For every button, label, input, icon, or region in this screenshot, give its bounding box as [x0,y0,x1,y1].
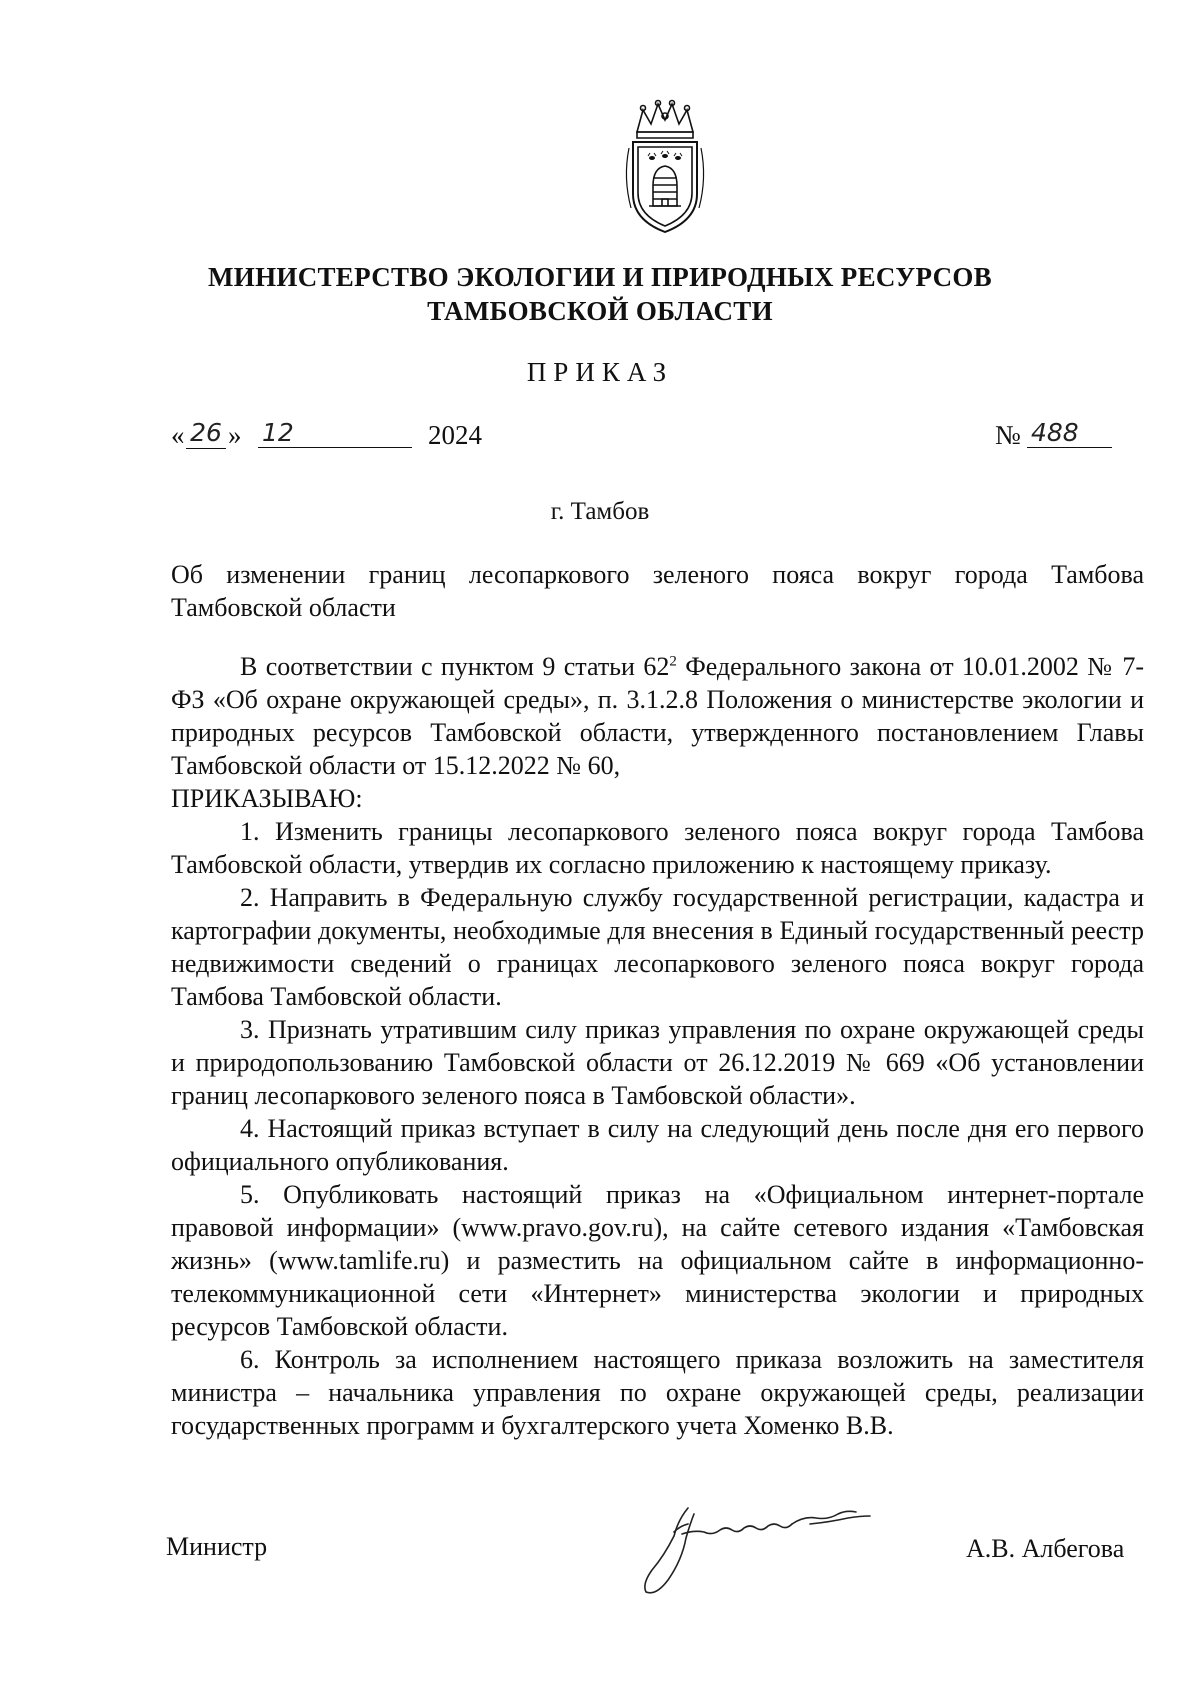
order-number-handwritten: 488 [1027,420,1112,448]
date-month-handwritten: 12 [258,420,412,448]
order-item-4: 4. Настоящий приказ вступает в силу на следующий день после дня его первого официального опубликования. [171,1114,1144,1176]
ministry-name-line1: МИНИСТЕРСТВО ЭКОЛОГИИ И ПРИРОДНЫХ РЕСУРСОВ [208,262,992,292]
date-quote-close: » [228,420,242,450]
order-item-2: 2. Направить в Федеральную службу государственной регистрации, кадастра и картографии документы, необходимые для внесения в Единый государственный реестр недвижимости сведений о границах лесопаркового зеленого пояса вокруг города Тамбова Тамбовской области. [171,883,1144,1011]
order-item-6: 6. Контроль за исполнением настоящего приказа возложить на заместителя министра – начальника управления по охране окружающей среды, реализации государственных программ и бухгалтерского учета Хоменко В.В. [171,1345,1144,1440]
signer-title: Министр [166,1532,268,1561]
city-name: г. Тамбов [550,498,650,525]
order-item-1: 1. Изменить границы лесопаркового зеленого пояса вокруг города Тамбова Тамбовской области, утвердив их согласно приложению к настоящему приказу. [171,817,1144,879]
document-type-title: ПРИКАЗ [526,357,674,387]
order-subject: Об изменении границ лесопаркового зеленого пояса вокруг города Тамбова Тамбовской области [171,560,1144,622]
order-item-3: 3. Признать утратившим силу приказ управления по охране окружающей среды и природопользованию Тамбовской области от 26.12.2019 № 669 «Об установлении границ лесопаркового зеленого пояса в Тамбовской области». [171,1015,1144,1110]
preamble-text-part2: Федерального закона от 10.01.2002 № 7-ФЗ «Об охране окружающей среды», п. 3.1.2.8 Положения о министерстве экологии и природных ресурсов Тамбовской области, утвержденного постановлением Главы Тамбовской области от 15.12.2022 № 60, [171,652,1145,780]
article-superscript: 2 [669,653,677,670]
date-year: 2024 [428,420,482,450]
order-item-5: 5. Опубликовать настоящий приказ на «Официальном интернет-портале правовой информации» (www.pravo.gov.ru), на сайте сетевого издания «Тамбовская жизнь» (www.tamlife.ru) и разместить на официальном сайте в информационно-телекоммуникационной сети «Интернет» министерства экологии и природных ресурсов Тамбовской области. [171,1180,1144,1341]
order-word: ПРИКАЗЫВАЮ: [171,784,363,813]
handwritten-signature-image [634,1490,894,1600]
preamble-text-part1: В соответствии с пунктом 9 статьи 62 [240,652,670,681]
ministry-name-line2: ТАМБОВСКОЙ ОБЛАСТИ [427,296,773,326]
date-day-handwritten: 26 [186,420,226,449]
coat-of-arms-emblem [615,98,715,238]
date-quote-open: « [171,420,185,450]
order-number-label: № [995,420,1021,450]
order-body [171,650,1144,1442]
preamble-paragraph [171,650,1144,782]
signer-name: А.В. Албегова [966,1534,1125,1563]
